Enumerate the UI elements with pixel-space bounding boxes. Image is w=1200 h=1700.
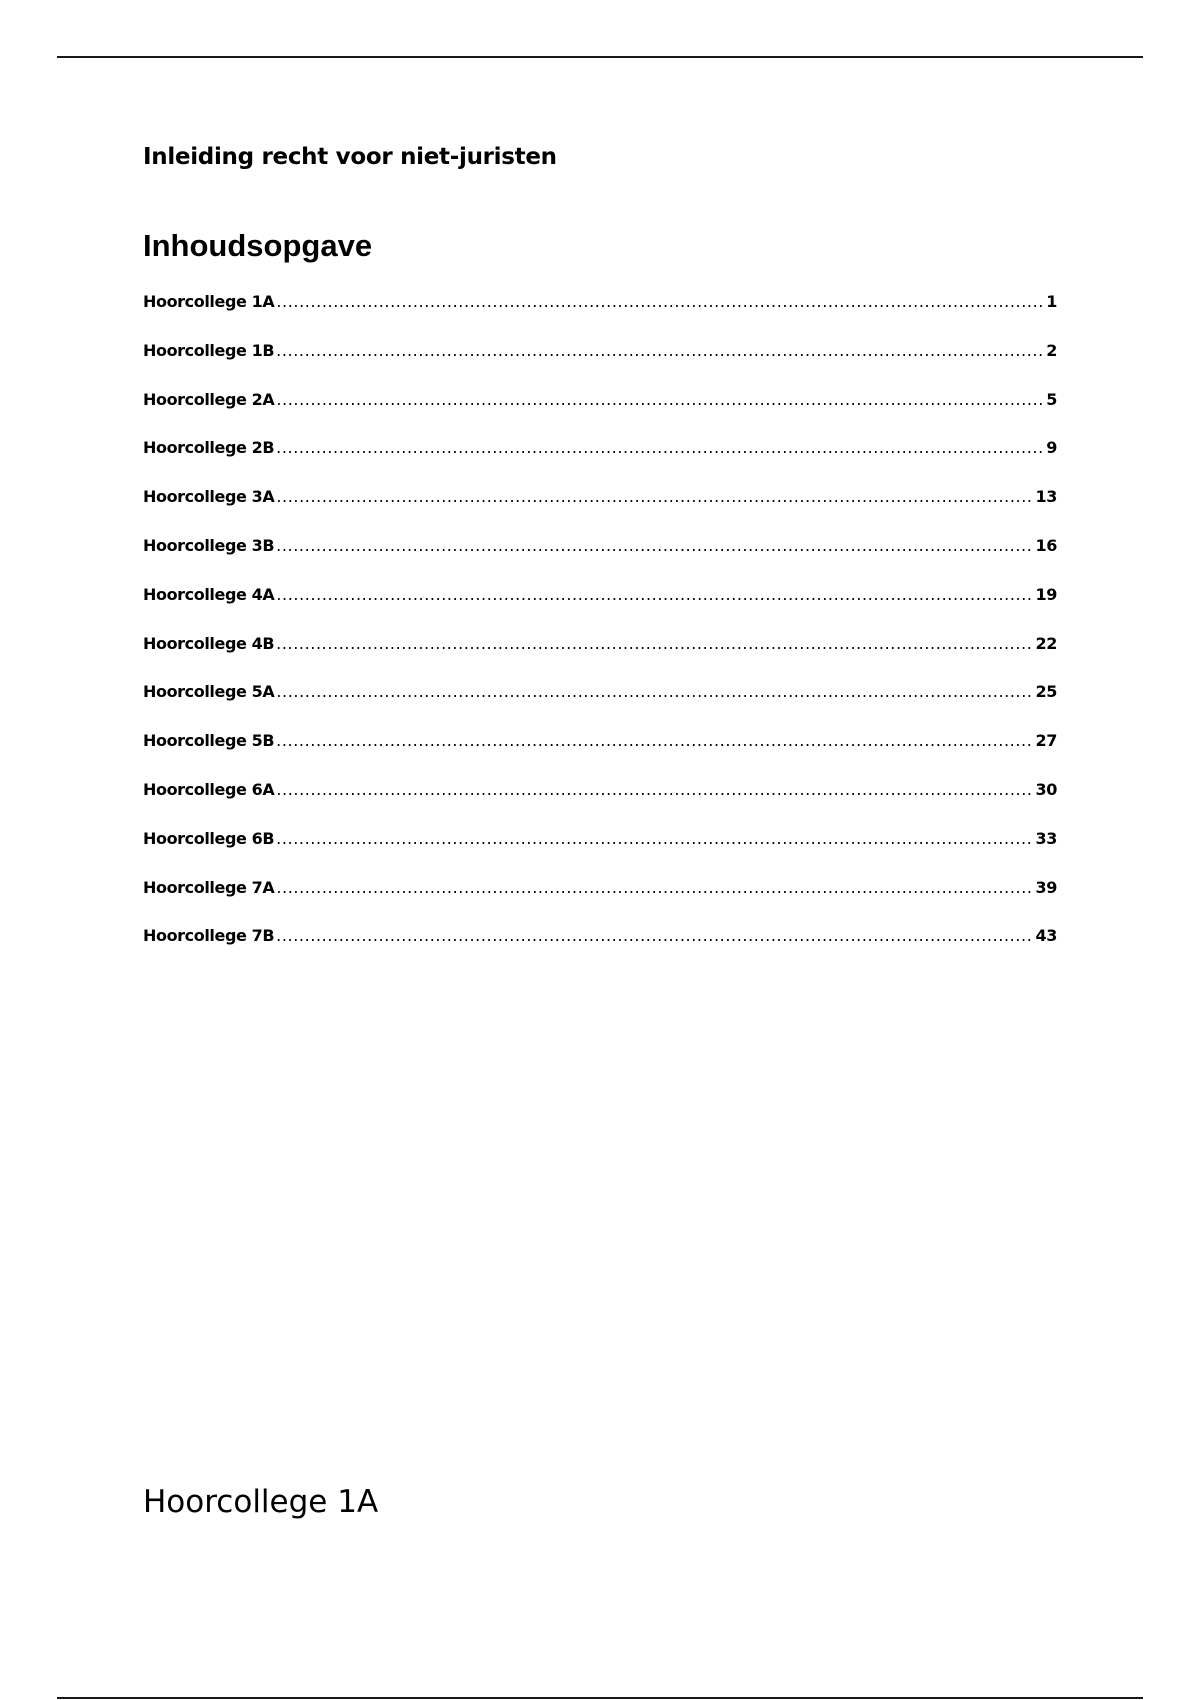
toc-entry-label: Hoorcollege 4A — [143, 584, 275, 604]
toc-entry-label: Hoorcollege 2A — [143, 389, 275, 409]
toc-entry-page: 27 — [1035, 731, 1057, 751]
toc-dot-leader — [276, 878, 1033, 897]
toc-entry-label: Hoorcollege 2B — [143, 438, 275, 458]
toc-dot-leader — [276, 390, 1044, 409]
toc-dot-leader — [276, 438, 1044, 457]
toc-entry-page: 5 — [1046, 389, 1057, 409]
toc-entry-page: 39 — [1035, 877, 1057, 897]
toc-entry-page: 25 — [1035, 682, 1057, 702]
toc-entry[interactable] — [143, 487, 1057, 536]
toc-entry[interactable] — [143, 390, 1057, 439]
toc-entry-page: 9 — [1046, 438, 1057, 458]
toc-entry[interactable] — [143, 731, 1057, 780]
toc-entry[interactable] — [143, 682, 1057, 731]
toc-entry-label: Hoorcollege 7B — [143, 926, 275, 946]
toc-entry[interactable] — [143, 780, 1057, 829]
toc-entry-page: 22 — [1035, 633, 1057, 653]
toc-entry-label: Hoorcollege 5A — [143, 682, 275, 702]
toc-entry-label: Hoorcollege 7A — [143, 877, 275, 897]
section-heading: Hoorcollege 1A — [143, 1484, 379, 1520]
footer-rule — [57, 1697, 1143, 1699]
toc-entry[interactable] — [143, 341, 1057, 390]
toc-entry-page: 19 — [1035, 584, 1057, 604]
toc-dot-leader — [276, 731, 1033, 750]
toc-entry[interactable] — [143, 829, 1057, 878]
toc-heading: Inhoudsopgave — [143, 228, 373, 263]
toc-dot-leader — [276, 585, 1033, 604]
toc-entry-page: 16 — [1035, 535, 1057, 555]
toc-dot-leader — [276, 682, 1033, 701]
toc-entry[interactable] — [143, 585, 1057, 634]
toc-dot-leader — [276, 536, 1033, 555]
table-of-contents — [143, 292, 1057, 975]
toc-entry-page: 30 — [1035, 779, 1057, 799]
toc-entry-label: Hoorcollege 1A — [143, 292, 275, 311]
toc-entry[interactable] — [143, 878, 1057, 927]
header-rule — [57, 56, 1143, 58]
toc-entry-label: Hoorcollege 6A — [143, 779, 275, 799]
toc-entry[interactable] — [143, 634, 1057, 683]
toc-entry-page: 1 — [1046, 292, 1057, 311]
toc-entry-label: Hoorcollege 6B — [143, 828, 275, 848]
toc-entry[interactable] — [143, 292, 1057, 341]
toc-entry-label: Hoorcollege 4B — [143, 633, 275, 653]
toc-dot-leader — [276, 292, 1044, 311]
toc-dot-leader — [276, 780, 1033, 799]
toc-entry[interactable] — [143, 926, 1057, 975]
toc-entry[interactable] — [143, 536, 1057, 585]
toc-entry[interactable] — [143, 438, 1057, 487]
toc-entry-label: Hoorcollege 5B — [143, 731, 275, 751]
toc-entry-label: Hoorcollege 3A — [143, 487, 275, 507]
toc-entry-page: 2 — [1046, 340, 1057, 360]
toc-entry-label: Hoorcollege 1B — [143, 340, 275, 360]
toc-dot-leader — [276, 341, 1044, 360]
toc-dot-leader — [276, 487, 1033, 506]
document-title: Inleiding recht voor niet-juristen — [143, 144, 557, 170]
toc-dot-leader — [276, 926, 1033, 945]
toc-entry-page: 43 — [1035, 926, 1057, 946]
toc-entry-label: Hoorcollege 3B — [143, 535, 275, 555]
toc-entry-page: 33 — [1035, 828, 1057, 848]
toc-dot-leader — [276, 829, 1033, 848]
toc-dot-leader — [276, 634, 1033, 653]
toc-entry-page: 13 — [1035, 487, 1057, 507]
